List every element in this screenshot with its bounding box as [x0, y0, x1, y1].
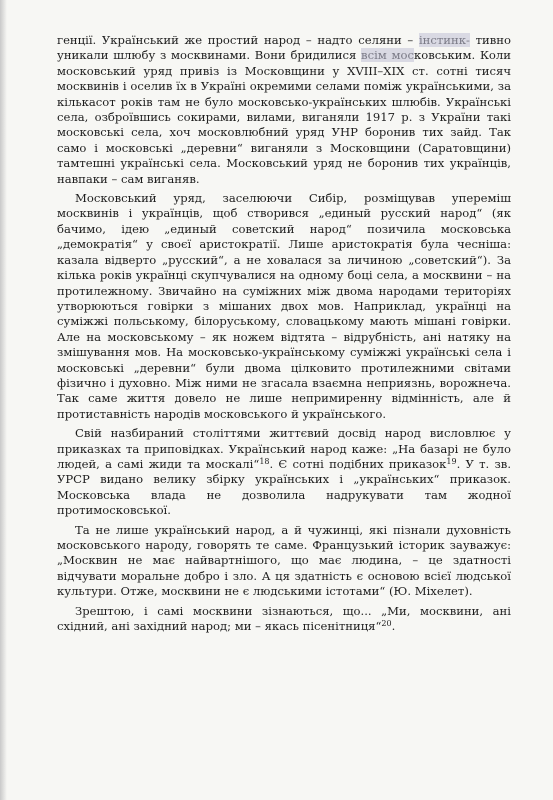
text-segment: ковським. Коли московський уряд привіз із Московщини у XVIII–XIX ст. сотні тисяч москвинів і оселив їх в Україні окремими селами поміж українськими, за кількасот років там не було московсько-українських шлюбів. Українські села, озброївшись сокирами, вилами, виганяли 1917 р. з України такі московські села, хоч московлюбний уряд УНР боронив тих зайд. Так само і московські „деревни“ виганяли з Московщини (Саратовщини) тамтешні українські села. Московський уряд не боронив тих українців, навпаки – сам виганяв. [57, 48, 511, 186]
paragraph-1 [57, 33, 511, 187]
footnote-ref: 19 [446, 456, 457, 466]
paragraph-4: Та не лише український народ, а й чужинці, які пізнали духовність московського народу, говорять те саме. Французький історик зауважує: „Москвин не має найвартнішого, що має людина, – це здатності відчувати моральне добро і зло. А ця здатність є основою всієї людської культури. Отже, москвини не є людськими істотами“ (Ю. Міхелет). [57, 522, 511, 599]
text-segment: Свій назбираний століттями життєвий досвід народ висловлює у приказках та приповідках. Український народ каже: „На базарі не було людей, а самі жиди та москалі“ [57, 426, 511, 471]
paragraph-5 [57, 604, 511, 635]
text-segment: Зрештою, і самі москвини зізнаються, що... „Ми, москвини, ані східний, ані західний народ; ми – якась пісенітниця“ [57, 603, 511, 634]
text-segment: . Є сотні подібних приказок [269, 456, 447, 471]
text-segment: тивно уникали шлюбу з москвинами. Вони бридилися [57, 33, 511, 63]
text-segment: генції. Український же простий народ – надто селяни – [57, 33, 419, 47]
highlighted-text: всім мос [361, 48, 414, 63]
paragraph-3 [57, 426, 511, 518]
text-segment: . [391, 619, 396, 634]
footnote-ref: 20 [381, 619, 392, 629]
paragraph-2: Московський уряд, заселюючи Сибір, розміщував упереміш москвинів і українців, щоб створився „единый русский народ“ (як бачимо, ідею „единый советский народ“ позичила московська „демократія“ у своєї аристократії. Лише аристократія була чесніша: казала відверто „русский“, а не ховалася за личиною „советский“). За кілька років українці скупчувалися на одному боці села, а москвини – на протилежному. Звичайно на суміжних між двома народами територіях утворюються говірки з мішаних двох мов. Наприклад, українці на суміжжі польському, білоруському, словацькому мають мішані говірки. Але на московському – як ножем відтята – відрубність, ані натяку на змішування мов. На московсько-українському суміжжі українські села і московські „деревни“ були двома цілковито протилежними світами фізично і духовно. Між ними не згасала взаємна неприязнь, ворожнеча. Так саме життя довело не лише непримиренну відмінність, але й протиставність народів московського й українського. [57, 191, 511, 421]
highlighted-text: інстинк- [418, 33, 470, 47]
footnote-ref: 18 [259, 456, 270, 466]
text-segment: . У т. зв. УРСР видано велику збірку українських і „українських“ приказок. Московська влада не дозволила надрукувати там жодної протимосковської. [57, 456, 512, 518]
